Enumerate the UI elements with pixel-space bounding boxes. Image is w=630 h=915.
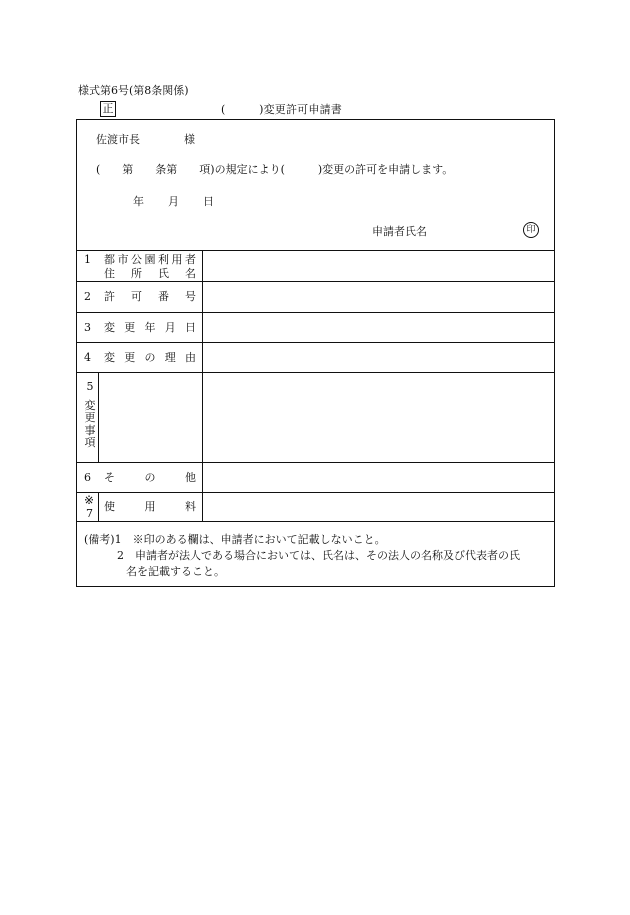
row-7-label: 使 用 料 [104, 500, 196, 513]
column-divider [98, 372, 99, 462]
applicant-name-label: 申請者氏名 [372, 225, 427, 238]
column-divider [202, 250, 203, 522]
note-2-line-2: 名を記載すること。 [126, 565, 225, 578]
row-1-label-line-1: 都 市 公 園 利 用 者 [104, 253, 196, 266]
row-divider [76, 372, 555, 373]
seal-mark: 印 [523, 222, 539, 238]
original-copy-mark: 正 [100, 101, 116, 117]
row-divider [76, 462, 555, 463]
column-divider [98, 492, 99, 521]
row-5-vertical-label: 5 変 更 事 項 [84, 380, 96, 449]
row-divider [76, 281, 555, 282]
row-divider [76, 312, 555, 313]
form-number: 様式第6号(第8条関係) [78, 84, 189, 97]
row-7-number: 7 [86, 507, 93, 520]
row-3-number: 3 [84, 321, 91, 334]
row-2-label: 許 可 番 号 [104, 290, 196, 303]
row-divider [76, 342, 555, 343]
row-divider [76, 521, 555, 522]
document-title: ( )変更許可申請書 [221, 103, 342, 116]
row-divider [76, 492, 555, 493]
date-month-label: 月 [168, 195, 179, 208]
row-7-mark: ※ [84, 493, 95, 507]
application-statement: ( 第 条第 項)の規定により( )変更の許可を申請します。 [96, 163, 454, 176]
row-6-number: 6 [84, 471, 91, 484]
row-4-number: 4 [84, 351, 91, 364]
note-1: (備考)1 ※印のある欄は、申請者において記載しないこと。 [84, 533, 386, 546]
row-4-label: 変 更 の 理 由 [104, 351, 196, 364]
row-3-label: 変 更 年 月 日 [104, 321, 196, 334]
row-divider [76, 250, 555, 251]
addressee: 佐渡市長 様 [96, 133, 195, 146]
date-day-label: 日 [203, 195, 214, 208]
row-1-number: 1 [84, 253, 91, 266]
row-1-label-line-2: 住 所 氏 名 [104, 267, 196, 280]
row-6-label: そ の 他 [104, 471, 196, 484]
row-2-number: 2 [84, 290, 91, 303]
date-year-label: 年 [133, 195, 144, 208]
note-2-line-1: 2 申請者が法人である場合においては、氏名は、その法人の名称及び代表者の氏 [117, 549, 520, 562]
